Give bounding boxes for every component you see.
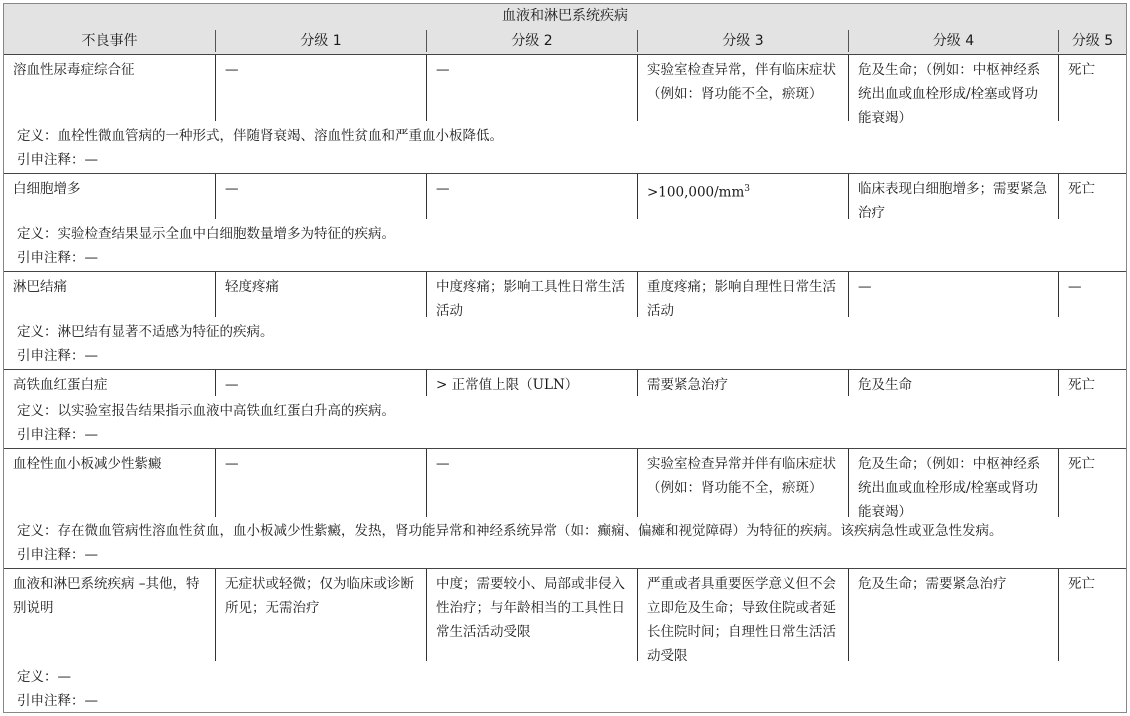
grade-5-cell: 死亡 (1068, 181, 1095, 197)
definition: 定义：淋巴结有显著不适感为特征的疾病。 (17, 324, 274, 340)
table-row (4, 370, 1126, 398)
definition: 定义：存在微血管病性溶血性贫血，血小板减少性紫癜，发热，肾功能异常和神经系统异常（如：癫痫、偏瘫和视觉障碍）为特征的疾病。该疾病急性或亚急性发病。 (17, 523, 1003, 539)
header-grade-1: 分级 1 (300, 33, 342, 49)
grade-1-cell: 无症状或轻微；仅为临床或诊断所见；无需治疗 (225, 576, 414, 616)
grade-1-cell: — (225, 181, 239, 197)
header-event: 不良事件 (81, 33, 138, 49)
grade-5-cell: 死亡 (1068, 456, 1095, 472)
header-grade-2: 分级 2 (511, 33, 553, 49)
table-row (4, 272, 1126, 320)
grade-5-cell: — (1068, 279, 1082, 295)
table-row (4, 449, 1126, 521)
grade-1-cell: — (225, 456, 239, 472)
adverse-event-table (3, 3, 1127, 713)
definition: 定义：血栓性微血管病的一种形式，伴随肾衰竭、溶血性贫血和严重血小板降低。 (17, 128, 503, 144)
note: 引申注释：— (17, 250, 98, 266)
grade-2-cell: — (436, 456, 450, 472)
definition: 定义：— (17, 669, 71, 685)
note: 引申注释：— (17, 427, 98, 443)
definition: 定义：以实验室报告结果指示血液中高铁血红蛋白升高的疾病。 (17, 403, 395, 419)
grade-5-cell: 死亡 (1068, 377, 1095, 393)
table-header-row (4, 28, 1126, 55)
grade-3-cell: 重度疼痛；影响自理性日常生活活动 (647, 279, 836, 319)
note: 引申注释：— (17, 693, 98, 709)
grade-5-cell: 死亡 (1068, 576, 1095, 592)
grade-1-cell: — (225, 377, 239, 393)
grade-2-cell: — (436, 62, 450, 78)
note: 引申注释：— (17, 152, 98, 168)
table-row (4, 174, 1126, 222)
grade-4-cell: 危及生命 (858, 377, 912, 393)
note: 引申注释：— (17, 547, 98, 563)
grade-4-cell: — (858, 279, 872, 295)
grade-2-cell: 中度疼痛；影响工具性日常生活活动 (436, 279, 625, 319)
event-name: 血栓性血小板减少性紫癜 (13, 456, 162, 472)
header-grade-3: 分级 3 (722, 33, 764, 49)
note: 引申注释：— (17, 348, 98, 364)
table-title: 血液和淋巴系统疾病 (4, 4, 1126, 28)
grade-3-cell (638, 174, 848, 205)
grade-1-cell: 轻度疼痛 (225, 279, 279, 295)
header-grade-5: 分级 5 (1071, 33, 1114, 49)
grade-3-cell: 实验室检查异常，伴有临床症状（例如：肾功能不全，瘀斑） (647, 62, 836, 102)
event-name: 白细胞增多 (13, 181, 81, 197)
definition: 定义：实验检查结果显示全血中白细胞数量增多为特征的疾病。 (17, 226, 395, 242)
grade-4-cell: 临床表现白细胞增多；需要紧急治疗 (858, 181, 1047, 221)
grade-4-cell: 危及生命；需要紧急治疗 (858, 576, 1007, 592)
event-name: 淋巴结痛 (13, 279, 67, 295)
grade-3-cell: 需要紧急治疗 (647, 377, 728, 393)
table-row (4, 55, 1126, 125)
grade-2-cell: 中度；需要较小、局部或非侵入性治疗；与年龄相当的工具性日常生活活动受限 (436, 576, 625, 640)
grade-4-cell: 危及生命；（例如：中枢神经系统出血或血栓形成/栓塞或肾功能衰竭） (858, 456, 1041, 520)
event-name: 溶血性尿毒症综合征 (13, 62, 135, 78)
grade-4-cell: 危及生命；（例如：中枢神经系统出血或血栓形成/栓塞或肾功能衰竭） (858, 62, 1041, 126)
table-row (4, 569, 1126, 664)
event-name: 高铁血红蛋白症 (13, 377, 108, 393)
grade-2-cell: — (436, 181, 450, 197)
event-name: 血液和淋巴系统疾病 –其他，特别说明 (13, 576, 200, 616)
grade-3-cell: 严重或者具重要医学意义但不会立即危及生命；导致住院或者延长住院时间；自理性日常生活活动受限 (647, 576, 836, 664)
grade-5-cell: 死亡 (1068, 62, 1095, 78)
grade-3-cell: 实验室检查异常并伴有临床症状（例如：肾功能不全，瘀斑） (647, 456, 836, 496)
grade-1-cell: — (225, 62, 239, 78)
header-grade-4: 分级 4 (932, 33, 975, 49)
grade-3-value: >100,000/mm (647, 184, 745, 201)
grade-2-cell: > 正常值上限（ULN） (436, 377, 579, 393)
grade-3-exponent: 3 (744, 184, 751, 194)
